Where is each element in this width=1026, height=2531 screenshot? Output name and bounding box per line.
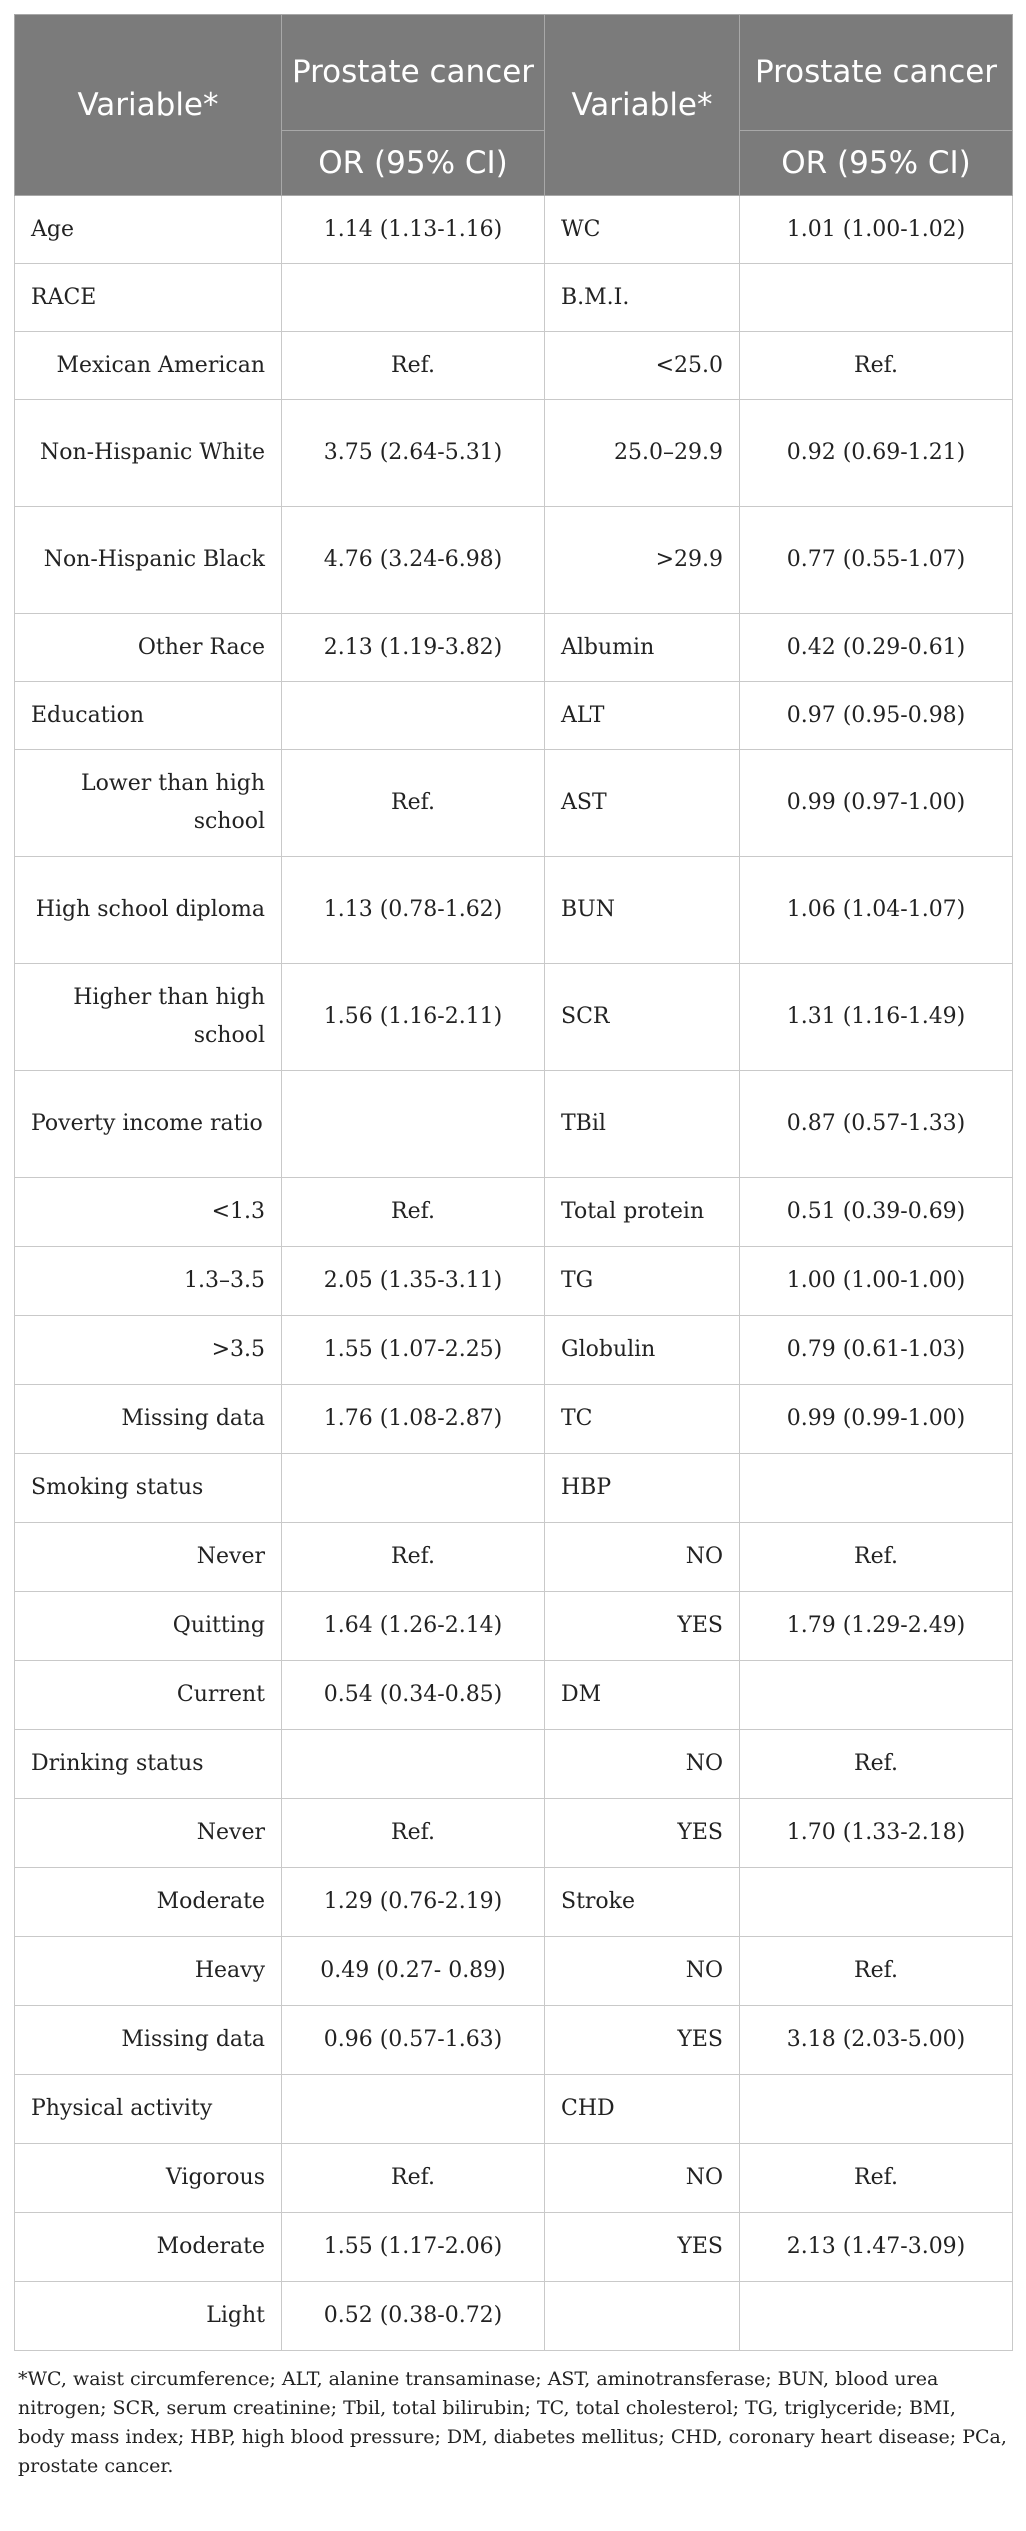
variable-cell: AST: [545, 750, 740, 857]
variable-cell: Quitting: [15, 1592, 282, 1661]
table-row: [15, 614, 1013, 682]
variable-cell: 1.3–3.5: [15, 1247, 282, 1316]
variable-cell: Higher than high school: [15, 964, 282, 1071]
or-cell: [282, 1730, 545, 1799]
or-cell: 2.13 (1.47-3.09): [740, 2213, 1013, 2282]
variable-cell: Smoking status: [15, 1454, 282, 1523]
variable-cell: Non-Hispanic White: [15, 400, 282, 507]
header-variable-left: Variable*: [15, 15, 282, 196]
or-cell: Ref.: [740, 1523, 1013, 1592]
variable-cell: Missing data: [15, 2006, 282, 2075]
variable-cell: Drinking status: [15, 1730, 282, 1799]
or-cell: 1.00 (1.00-1.00): [740, 1247, 1013, 1316]
or-cell: 1.06 (1.04-1.07): [740, 857, 1013, 964]
table-row: [15, 1385, 1013, 1454]
variable-cell: TBil: [545, 1071, 740, 1178]
or-cell: [282, 264, 545, 332]
or-cell: Ref.: [282, 1178, 545, 1247]
variable-cell: NO: [545, 1523, 740, 1592]
variable-cell: High school diploma: [15, 857, 282, 964]
table-row: [15, 1247, 1013, 1316]
variable-cell: >29.9: [545, 507, 740, 614]
variable-cell: Lower than high school: [15, 750, 282, 857]
variable-cell: BUN: [545, 857, 740, 964]
variable-cell: Albumin: [545, 614, 740, 682]
header-outcome-left: Prostate cancer: [282, 15, 545, 131]
or-cell: 1.13 (0.78-1.62): [282, 857, 545, 964]
or-cell: 1.29 (0.76-2.19): [282, 1868, 545, 1937]
variable-cell: <25.0: [545, 332, 740, 400]
variable-cell: Total protein: [545, 1178, 740, 1247]
variable-cell: NO: [545, 2144, 740, 2213]
or-cell: Ref.: [740, 1730, 1013, 1799]
variable-cell: TG: [545, 1247, 740, 1316]
variable-cell: Moderate: [15, 1868, 282, 1937]
table-row: [15, 750, 1013, 857]
or-cell: 4.76 (3.24-6.98): [282, 507, 545, 614]
or-cell: Ref.: [282, 750, 545, 857]
or-cell: 1.79 (1.29-2.49): [740, 1592, 1013, 1661]
variable-cell: TC: [545, 1385, 740, 1454]
variable-cell: Missing data: [15, 1385, 282, 1454]
table-row: [15, 964, 1013, 1071]
variable-cell: Other Race: [15, 614, 282, 682]
variable-cell: Heavy: [15, 1937, 282, 2006]
or-cell: [740, 1868, 1013, 1937]
table-row: [15, 1661, 1013, 1730]
table-header: [15, 15, 1013, 196]
table-row: [15, 857, 1013, 964]
variable-cell: NO: [545, 1730, 740, 1799]
or-cell: 1.55 (1.17-2.06): [282, 2213, 545, 2282]
table-row: [15, 196, 1013, 264]
variable-cell: RACE: [15, 264, 282, 332]
or-cell: 1.56 (1.16-2.11): [282, 964, 545, 1071]
or-cell: 2.05 (1.35-3.11): [282, 1247, 545, 1316]
or-cell: [282, 2075, 545, 2144]
variable-cell: Light: [15, 2282, 282, 2351]
table-row: [15, 1592, 1013, 1661]
header-variable-right: Variable*: [545, 15, 740, 196]
or-cell: 1.70 (1.33-2.18): [740, 1799, 1013, 1868]
or-cell: 0.92 (0.69-1.21): [740, 400, 1013, 507]
variable-cell: 25.0–29.9: [545, 400, 740, 507]
variable-cell: [545, 2282, 740, 2351]
or-cell: 0.52 (0.38-0.72): [282, 2282, 545, 2351]
or-cell: [740, 1454, 1013, 1523]
table-row: [15, 2006, 1013, 2075]
or-cell: [740, 2282, 1013, 2351]
or-cell: Ref.: [282, 2144, 545, 2213]
table-row: [15, 1937, 1013, 2006]
variable-cell: Current: [15, 1661, 282, 1730]
or-cell: 0.51 (0.39-0.69): [740, 1178, 1013, 1247]
or-cell: 2.13 (1.19-3.82): [282, 614, 545, 682]
table-row: [15, 1868, 1013, 1937]
table-row: [15, 2282, 1013, 2351]
table-row: [15, 400, 1013, 507]
variable-cell: Poverty income ratio: [15, 1071, 282, 1178]
table-row: [15, 2213, 1013, 2282]
or-cell: Ref.: [740, 2144, 1013, 2213]
variable-cell: Non-Hispanic Black: [15, 507, 282, 614]
or-cell: 1.01 (1.00-1.02): [740, 196, 1013, 264]
or-cell: 1.31 (1.16-1.49): [740, 964, 1013, 1071]
or-cell: [282, 1454, 545, 1523]
or-cell: 0.87 (0.57-1.33): [740, 1071, 1013, 1178]
or-cell: [740, 2075, 1013, 2144]
variable-cell: ALT: [545, 682, 740, 750]
table-row: [15, 1730, 1013, 1799]
or-cell: Ref.: [740, 332, 1013, 400]
or-cell: 0.42 (0.29-0.61): [740, 614, 1013, 682]
table-footnote: *WC, waist circumference; ALT, alanine transaminase; AST, aminotransferase; BUN, blood urea nitrogen; SCR, serum creatinine; Tbil, total bilirubin; TC, total cholesterol; TG, triglyceride; BMI, body mass index; HBP, high blood pressure; DM, diabetes mellitus; CHD, coronary heart disease; PCa, prostate cancer.: [18, 2368, 1007, 2477]
or-cell: Ref.: [282, 1523, 545, 1592]
variable-cell: Physical activity: [15, 2075, 282, 2144]
variable-cell: B.M.I.: [545, 264, 740, 332]
or-cell: 0.97 (0.95-0.98): [740, 682, 1013, 750]
or-cell: 0.96 (0.57-1.63): [282, 2006, 545, 2075]
header-metric-right: OR (95% CI): [740, 130, 1013, 195]
or-cell: 0.49 (0.27- 0.89): [282, 1937, 545, 2006]
variable-cell: Never: [15, 1523, 282, 1592]
or-cell: 0.54 (0.34-0.85): [282, 1661, 545, 1730]
or-cell: Ref.: [282, 1799, 545, 1868]
variable-cell: Age: [15, 196, 282, 264]
variable-cell: YES: [545, 1799, 740, 1868]
odds-ratio-table: [14, 14, 1013, 2351]
or-cell: 1.55 (1.07-2.25): [282, 1316, 545, 1385]
variable-cell: Moderate: [15, 2213, 282, 2282]
table-row: [15, 1071, 1013, 1178]
variable-cell: CHD: [545, 2075, 740, 2144]
table-row: [15, 332, 1013, 400]
variable-cell: DM: [545, 1661, 740, 1730]
table-row: [15, 507, 1013, 614]
header-metric-left: OR (95% CI): [282, 130, 545, 195]
variable-cell: Vigorous: [15, 2144, 282, 2213]
or-cell: 0.77 (0.55-1.07): [740, 507, 1013, 614]
header-outcome-right: Prostate cancer: [740, 15, 1013, 131]
or-cell: 0.79 (0.61-1.03): [740, 1316, 1013, 1385]
variable-cell: YES: [545, 1592, 740, 1661]
table-row: [15, 1523, 1013, 1592]
table-row: [15, 1799, 1013, 1868]
or-cell: 1.76 (1.08-2.87): [282, 1385, 545, 1454]
or-cell: 0.99 (0.99-1.00): [740, 1385, 1013, 1454]
table-body: [15, 196, 1013, 2351]
variable-cell: Globulin: [545, 1316, 740, 1385]
or-cell: Ref.: [282, 332, 545, 400]
variable-cell: SCR: [545, 964, 740, 1071]
variable-cell: Stroke: [545, 1868, 740, 1937]
variable-cell: YES: [545, 2006, 740, 2075]
table-row: [15, 264, 1013, 332]
or-cell: Ref.: [740, 1937, 1013, 2006]
variable-cell: Education: [15, 682, 282, 750]
variable-cell: WC: [545, 196, 740, 264]
table-row: [15, 2144, 1013, 2213]
variable-cell: Mexican American: [15, 332, 282, 400]
table-row: [15, 682, 1013, 750]
variable-cell: HBP: [545, 1454, 740, 1523]
or-cell: [282, 682, 545, 750]
table-row: [15, 2075, 1013, 2144]
or-cell: 0.99 (0.97-1.00): [740, 750, 1013, 857]
variable-cell: <1.3: [15, 1178, 282, 1247]
or-cell: 1.64 (1.26-2.14): [282, 1592, 545, 1661]
or-cell: 3.18 (2.03-5.00): [740, 2006, 1013, 2075]
or-cell: 3.75 (2.64-5.31): [282, 400, 545, 507]
or-cell: [740, 1661, 1013, 1730]
variable-cell: >3.5: [15, 1316, 282, 1385]
table-row: [15, 1178, 1013, 1247]
table-row: [15, 1454, 1013, 1523]
table-row: [15, 1316, 1013, 1385]
table-container: [14, 14, 1012, 2481]
variable-cell: Never: [15, 1799, 282, 1868]
variable-cell: YES: [545, 2213, 740, 2282]
or-cell: [282, 1071, 545, 1178]
variable-cell: NO: [545, 1937, 740, 2006]
or-cell: 1.14 (1.13-1.16): [282, 196, 545, 264]
or-cell: [740, 264, 1013, 332]
